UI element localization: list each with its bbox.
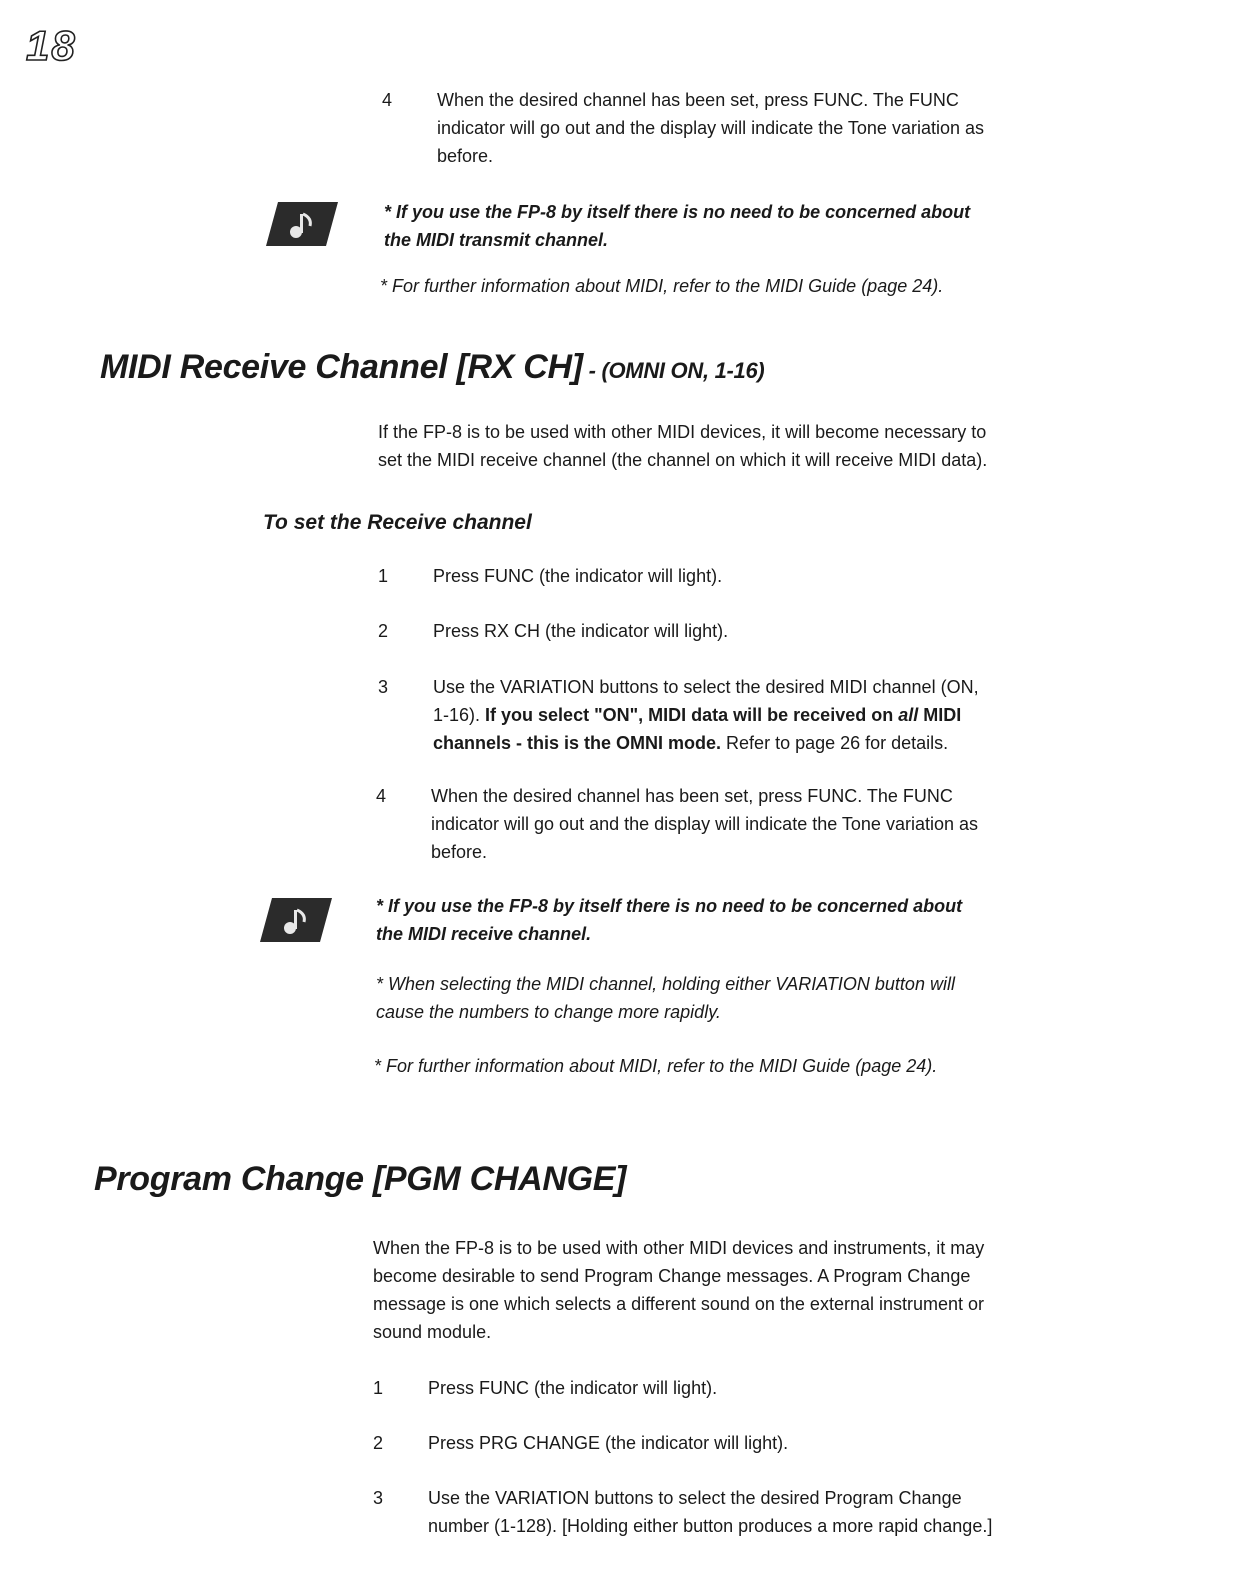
step-number: 3 [373, 1488, 384, 1508]
step-text: Use the VARIATION buttons to select the desired Program Change number (1-128). [Holding either button produces a more rapid change.] [428, 1488, 993, 1536]
step-number: 1 [378, 566, 389, 586]
music-note-icon [260, 898, 332, 942]
note-receive-standalone: * If you use the FP-8 by itself there is no need to be concerned about the MIDI receive channel. [376, 896, 963, 944]
rx-intro: If the FP-8 is to be used with other MIDI devices, it will become necessary to set the MIDI receive channel (the channel on which it will receive MIDI data). [378, 422, 988, 470]
step-number: 1 [373, 1378, 384, 1398]
section-heading-pgm-change: Program Change [PGM CHANGE] [94, 1160, 627, 1198]
subheading-set-receive: To set the Receive channel [263, 511, 532, 534]
section-heading-rx-ch: MIDI Receive Channel [RX CH] - (OMNI ON, 1-16) [100, 348, 765, 386]
step-number: 2 [373, 1433, 384, 1453]
step-number: 4 [376, 786, 387, 806]
step-text: Press PRG CHANGE (the indicator will light). [428, 1433, 789, 1453]
step-number: 2 [378, 621, 389, 641]
note-midi-guide: * For further information about MIDI, refer to the MIDI Guide (page 24). [380, 276, 944, 296]
step-text: Press FUNC (the indicator will light). [428, 1378, 718, 1398]
note-midi-guide: * For further information about MIDI, refer to the MIDI Guide (page 24). [374, 1056, 938, 1076]
step-text: When the desired channel has been set, press FUNC. The FUNC indicator will go out and the display will indicate the Tone variation as before. [437, 90, 984, 166]
step-text: Press FUNC (the indicator will light). [433, 566, 723, 586]
page-number: 18 [26, 22, 77, 69]
note-transmit-standalone: * If you use the FP-8 by itself there is no need to be concerned about the MIDI transmit channel. [384, 202, 971, 250]
note-variation-hold: * When selecting the MIDI channel, holding either VARIATION button will cause the numbers to change more rapidly. [376, 974, 955, 1022]
music-note-icon [266, 202, 338, 246]
pgm-intro: When the FP-8 is to be used with other MIDI devices and instruments, it may become desirable to send Program Change messages. A Program Change message is one which selects a different sound on the external instrument or sound module. [373, 1238, 985, 1342]
step-number: 3 [378, 677, 389, 697]
step-text: When the desired channel has been set, press FUNC. The FUNC indicator will go out and the display will indicate the Tone variation as before. [431, 786, 978, 862]
step-text: Press RX CH (the indicator will light). [433, 621, 729, 641]
step-text: Use the VARIATION buttons to select the desired MIDI channel (ON, 1-16). If you select "ON", MIDI data will be received on all MIDI channels - this is the OMNI mode. Refer to page 26 for details. [433, 677, 979, 753]
step-number: 4 [382, 90, 393, 110]
